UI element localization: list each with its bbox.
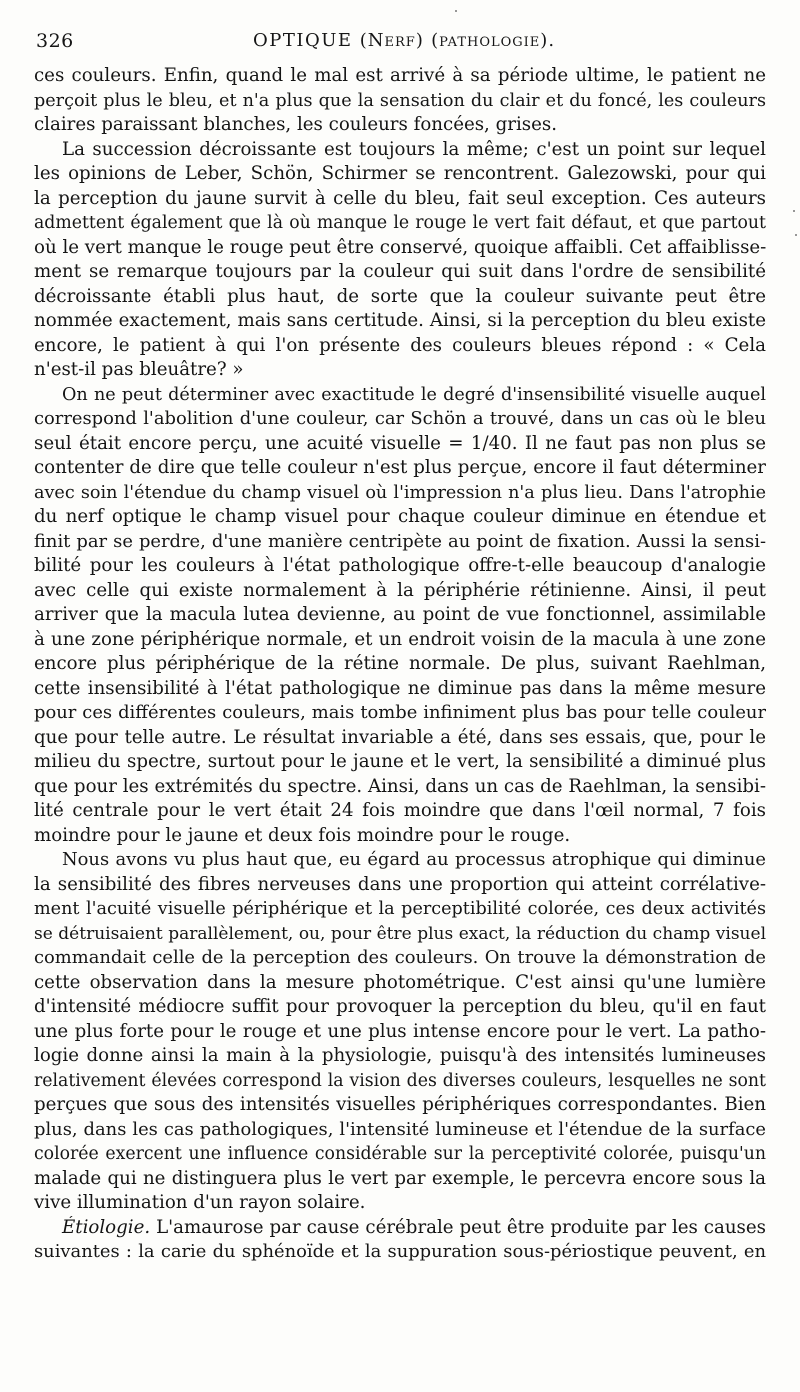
- text-line: [34, 603, 766, 628]
- text-line: [34, 579, 766, 604]
- text-line: [34, 456, 766, 481]
- line-text: la sensibilité des fibres nerveuses dans une proportion qui atteint corrélative-: [34, 873, 766, 895]
- text-line: [34, 1093, 766, 1118]
- text-line: [34, 358, 766, 383]
- page-number: 326: [36, 30, 74, 52]
- text-line: [34, 726, 766, 751]
- line-text: La succession décroissante est toujours la même; c'est un point sur lequel: [62, 138, 766, 160]
- line-text: On ne peut déterminer avec exactitude le degré d'insensibilité visuelle auquel: [62, 384, 766, 405]
- text-line: [34, 505, 766, 530]
- line-text: avec soin l'étendue du champ visuel où l'impression n'a plus lieu. Dans l'atrophie: [34, 482, 766, 503]
- line-text: Nous avons vu plus haut que, eu égard au processus atrophique qui diminue: [62, 849, 766, 870]
- line-text: que pour les extrémités du spectre. Ainsi, dans un cas de Raehlman, la sensibi-: [34, 775, 766, 797]
- text-line: [34, 1167, 766, 1192]
- text-line: [34, 554, 766, 579]
- text-line: [34, 1118, 766, 1143]
- print-speck: [795, 234, 797, 236]
- line-text: claires paraissant blanches, les couleurs foncées, grises.: [34, 114, 557, 135]
- line-text: milieu du spectre, surtout pour le jaune et le vert, la sensibilité a diminué plus: [34, 751, 766, 772]
- print-speck: [455, 10, 457, 12]
- text-line: [34, 750, 766, 775]
- line-text: où le vert manque le rouge peut être conservé, quoique affaibli. Cet affaiblisse-: [34, 236, 766, 258]
- line-text: une plus forte pour le rouge et une plus intense encore pour le vert. La patho-: [34, 1020, 766, 1042]
- line-text: bilité pour les couleurs à l'état pathologique offre-t-elle beaucoup d'analogie: [34, 555, 766, 576]
- text-line: [34, 1020, 766, 1045]
- line-text: L'amaurose par cause cérébrale peut être produite par les causes: [150, 1216, 766, 1238]
- line-text: admettent également que là où manque le rouge le vert fait défaut, et que partout: [34, 213, 766, 233]
- text-line: [34, 113, 766, 138]
- line-text: correspond l'abolition d'une couleur, car Schön a trouvé, dans un cas où le bleu: [34, 408, 766, 429]
- line-text: malade qui ne distinguera plus le vert par exemple, le percevra encore sous la: [34, 1167, 766, 1189]
- text-line: [34, 1044, 766, 1069]
- text-line: [34, 64, 766, 89]
- line-text: d'intensité médiocre suffit pour provoquer la perception du bleu, qu'il en faut: [34, 996, 766, 1017]
- text-line: [34, 995, 766, 1020]
- text-line: [34, 897, 766, 922]
- line-text: vive illumination d'un rayon solaire.: [34, 1192, 366, 1213]
- page-header: [26, 30, 782, 62]
- text-line: [34, 260, 766, 285]
- line-text: suivantes : la carie du sphénoïde et la suppuration sous-périostique peuvent, en: [34, 1241, 766, 1262]
- line-text: colorée exercent une influence considérable sur la perceptivité colorée, puisqu'un: [34, 1144, 766, 1164]
- line-text: pour ces différentes couleurs, mais tombe infiniment plus bas pour telle couleur: [34, 702, 766, 723]
- text-line: [34, 432, 766, 457]
- line-text: que pour telle autre. Le résultat invariable a été, dans ses essais, que, pour le: [34, 726, 766, 748]
- line-text: logie donne ainsi la main à la physiologie, puisqu'à des intensités lumineuses: [34, 1045, 766, 1066]
- text-line: [34, 848, 766, 873]
- line-text: cette observation dans la mesure photométrique. C'est ainsi qu'une lumière: [34, 971, 766, 993]
- text-line: [34, 775, 766, 800]
- text-line: [34, 1069, 766, 1094]
- text-line: [34, 1240, 766, 1265]
- text-line: [34, 187, 766, 212]
- text-line: [34, 824, 766, 849]
- line-text: relativement élevées correspond la vision des diverses couleurs, lesquelles ne sont: [34, 1070, 766, 1091]
- line-text: avec celle qui existe normalement à la périphérie rétinienne. Ainsi, il peut: [34, 579, 766, 601]
- line-text: commandait celle de la perception des couleurs. On trouve la démonstration de: [34, 947, 766, 968]
- print-speck: [793, 210, 795, 212]
- line-text: encore plus périphérique de la rétine normale. De plus, suivant Raehlman,: [34, 653, 766, 674]
- running-title: OPTIQUE: [252, 30, 353, 51]
- text-line: [34, 530, 766, 555]
- text-line: [34, 285, 766, 310]
- text-line: [34, 628, 766, 653]
- text-line: [34, 309, 766, 334]
- text-line: [34, 162, 766, 187]
- text-line: [34, 922, 766, 947]
- line-text: contenter de dire que telle couleur n'est plus perçue, encore il faut déterminer: [34, 457, 766, 478]
- line-text: ment l'acuité visuelle périphérique et la perceptibilité colorée, ces deux activités: [34, 899, 766, 919]
- line-text: arriver que la macula lutea devienne, au point de vue fonctionnel, assimilable: [34, 604, 766, 625]
- section-heading: Étiologie.: [62, 1216, 151, 1238]
- line-text: n'est-il pas bleuâtre? »: [34, 359, 244, 380]
- line-text: la perception du jaune survit à celle du bleu, fait seul exception. Ces auteurs: [34, 187, 766, 209]
- text-line: [34, 481, 766, 506]
- text-line: [34, 799, 766, 824]
- line-text: ment se remarque toujours par la couleur qui suit dans l'ordre de sensibilité: [34, 261, 766, 282]
- text-line: [34, 946, 766, 971]
- line-text: seul était encore perçu, une acuité visuelle = 1/40. Il ne faut pas non plus se: [34, 432, 766, 454]
- line-text: nommée exactement, mais sans certitude. Ainsi, si la perception du bleu existe: [34, 310, 766, 331]
- text-line: [34, 236, 766, 261]
- line-text: finit par se perdre, d'une manière centripète au point de fixation. Aussi la sensi-: [34, 530, 766, 552]
- running-head: [26, 30, 782, 51]
- line-text: plus, dans les cas pathologiques, l'intensité lumineuse et l'étendue de la surface: [34, 1118, 766, 1140]
- text-line: [34, 1216, 766, 1241]
- running-nerf: (Nerf): [359, 30, 424, 51]
- line-text: encore, le patient à qui l'on présente des couleurs bleues répond : « Cela: [34, 334, 766, 356]
- text-line: [34, 1142, 766, 1167]
- text-line: [34, 407, 766, 432]
- line-text: du nerf optique le champ visuel pour chaque couleur diminue en étendue et: [34, 506, 766, 527]
- line-text: lité centrale pour le vert était 24 fois moindre que dans l'œil normal, 7 fois: [34, 800, 766, 821]
- text-line: [34, 138, 766, 163]
- line-text: perçues que sous des intensités visuelles périphériques correspondantes. Bien: [34, 1094, 766, 1115]
- text-line: [34, 89, 766, 114]
- text-line: [34, 1191, 766, 1216]
- line-text: les opinions de Leber, Schön, Schirmer se rencontrent. Galezowski, pour qui: [34, 163, 766, 184]
- running-section: (pathologie).: [431, 30, 556, 51]
- text-line: [34, 652, 766, 677]
- line-text: se détruisaient parallèlement, ou, pour être plus exact, la réduction du champ visuel: [34, 923, 766, 944]
- text-line: [34, 971, 766, 996]
- body-text: [34, 64, 766, 1265]
- text-line: [34, 677, 766, 702]
- text-line: [34, 334, 766, 359]
- line-text: moindre pour le jaune et deux fois moindre pour le rouge.: [34, 824, 571, 846]
- text-line: [34, 383, 766, 408]
- line-text: cette insensibilité à l'état pathologique ne diminue pas dans la même mesure: [34, 677, 766, 699]
- line-text: perçoit plus le bleu, et n'a plus que la sensation du clair et du foncé, les couleurs: [34, 90, 766, 111]
- text-line: [34, 701, 766, 726]
- text-line: [34, 211, 766, 236]
- line-text: ces couleurs. Enfin, quand le mal est arrivé à sa période ultime, le patient ne: [34, 65, 766, 86]
- line-text: à une zone périphérique normale, et un endroit voisin de la macula à une zone: [34, 628, 766, 650]
- line-text: décroissante établi plus haut, de sorte que la couleur suivante peut être: [34, 285, 766, 307]
- text-line: [34, 873, 766, 898]
